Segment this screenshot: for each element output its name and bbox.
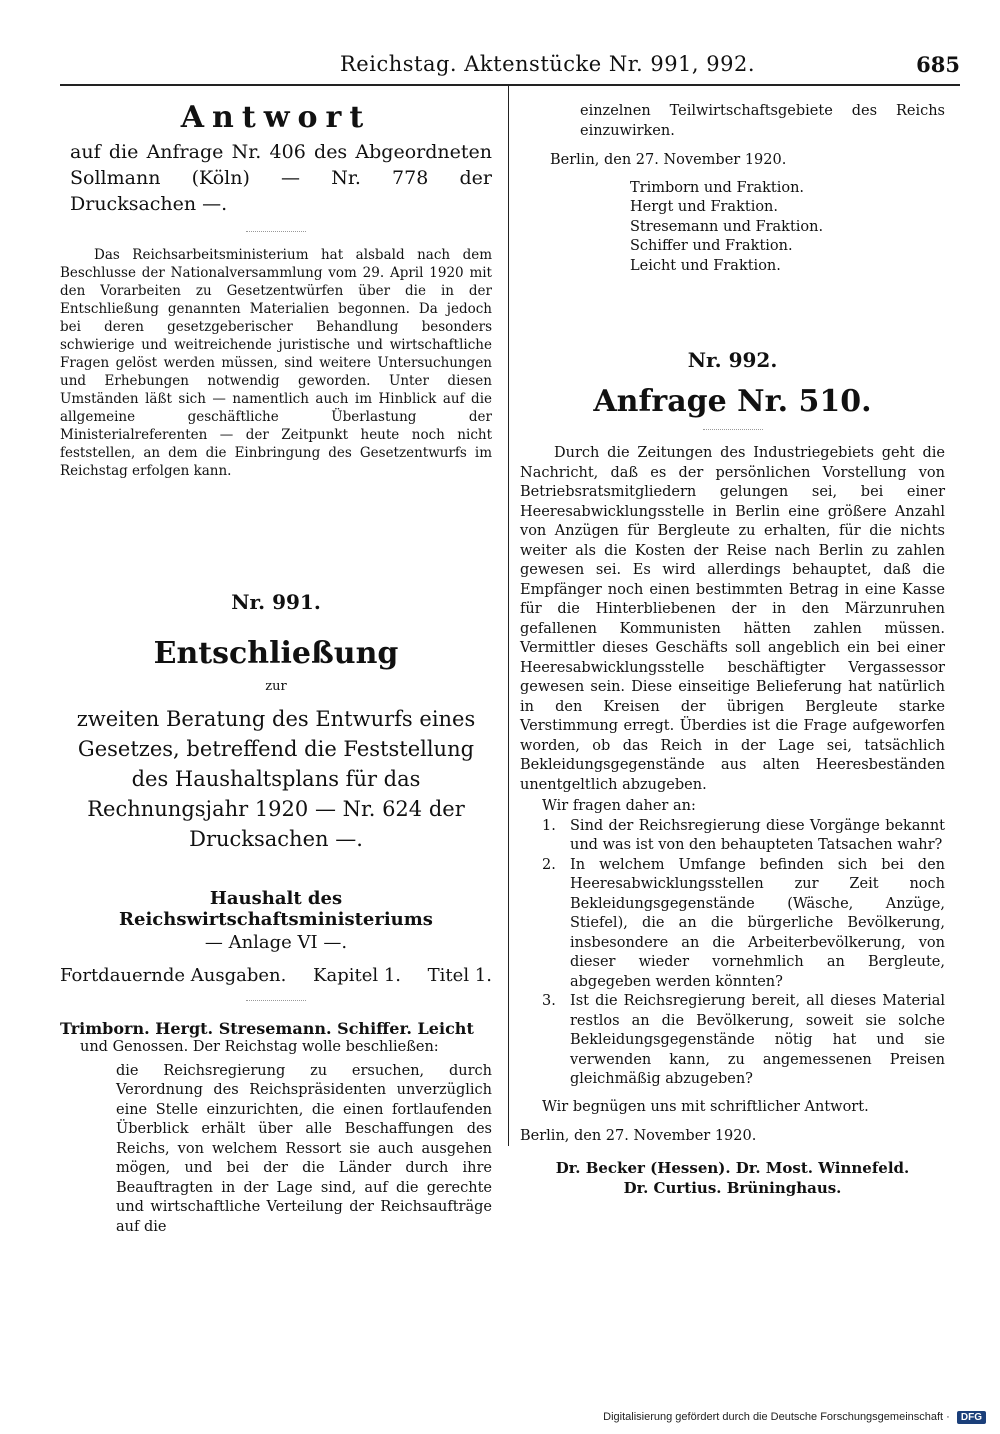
budget-line — [60, 965, 492, 986]
signer: Hergt und Fraktion. — [630, 199, 779, 215]
dfg-logo: DFG — [957, 1411, 986, 1424]
signer: Trimborn und Fraktion. — [630, 179, 805, 196]
inquiry-body: Durch die Zeitungen des Industriegebiets geht die Nachricht, daß es der persönlichen Vorstellung von Betriebsratsmitgliedern gelungen sei, bei einer Heeresabwicklungsstelle in Berlin eine größere Anzahl von Anzügen für Bergleute zu erhalten, für die nichts weiter als die Kosten der Reise nach Berlin zu zahlen gewesen sei. Es wird allerdings behauptet, daß die Empfänger noch einen bestimmten Betrag in eine Kasse für die Hinterbliebenen der in den Märzunruhen gefallenen Kommunisten hätten zahlen müssen. Vermittler dieses Geschäfts soll angeblich ein bei einer Heeresabwicklungsstelle beschäftigter Vergassessor gewesen sein. Diese einseitige Belieferung hat natürlich in den Kreisen der übrigen Bergleute starke Verstimmung erregt. Überdies ist die Frage aufgeworfen worden, ob das Reich in der Lage sei, tatsächlich Bekleidungsgegenstände aus alten Heeresbeständen unentgeltlich abzugeben. — [520, 445, 945, 793]
nr991-heading: Nr. 991. — [231, 590, 321, 614]
resolution-subject: zweiten Beratung des Entwurfs eines Gesetzes, betreffend die Feststellung des Haushaltsplans für das Rechnungsjahr 1920 — Nr. 624 der Drucksachen —. — [76, 707, 476, 851]
answer-subtitle: auf die Anfrage Nr. 406 des Abgeordneten Sollmann (Köln) — Nr. 778 der Drucksachen —. — [70, 141, 492, 215]
titel-label: Titel 1. — [427, 965, 492, 986]
resolution-title: Entschließung — [153, 636, 399, 671]
question-text: In welchem Umfange befinden sich bei den Heeresabwicklungsstellen zur Zeit noch Bekleidungsgegenstände (Wäsche, Anzüge, Stiefel), die an die bürgerliche Bevölkerung, insbesondere an die Arbeiterbevölkerung, von dieser wieder vornehmlich an Bergleute, abgegeben werden könnten? — [570, 856, 945, 990]
column-divider — [508, 86, 509, 1146]
date-line-1: Berlin, den 27. November 1920. — [550, 152, 787, 168]
written-answer-line: Wir begnügen uns mit schriftlicher Antwort. — [542, 1098, 869, 1115]
footer-credit — [603, 1411, 986, 1424]
continuation-text: einzelnen Teilwirtschaftsgebiete des Reichs einzuwirken. — [580, 103, 945, 139]
nr992-heading: Nr. 992. — [687, 348, 778, 372]
question-number: 3. — [542, 993, 556, 1009]
movers-tail: und Genossen. Der Reichstag wolle beschließen: — [80, 1039, 439, 1055]
kapitel-label: Kapitel 1. — [313, 965, 402, 986]
question-item — [520, 992, 945, 1090]
left-column — [60, 94, 492, 1237]
header-rule — [60, 84, 960, 86]
we-ask-label: Wir fragen daher an: — [542, 798, 696, 814]
zur-label: zur — [265, 679, 287, 694]
signers-list — [630, 179, 945, 277]
question-number: 1. — [542, 817, 556, 834]
separator — [703, 429, 763, 430]
question-text: Ist die Reichsregierung bereit, all dieses Material restlos an die Bevölkerung, soweit sie solche Bekleidungsgegenstände nötig hat und sie verwenden kann, zu angemessenen Preisen gleichmäßig abzugeben? — [570, 993, 945, 1087]
footer-text: Digitalisierung gefördert durch die Deutsche Forschungsgemeinschaft · — [603, 1411, 950, 1423]
date-line-2: Berlin, den 27. November 1920. — [520, 1128, 757, 1144]
question-text: Sind der Reichsregierung diese Vorgänge bekannt und was ist von den behaupteten Tatsachen wahr? — [570, 817, 945, 853]
question-item — [520, 856, 945, 993]
signer: Stresemann und Fraktion. — [630, 218, 824, 235]
answer-title: Antwort — [180, 100, 372, 135]
running-header — [60, 52, 960, 82]
ausgaben-label: Fortdauernde Ausgaben. — [60, 965, 287, 986]
running-title: Reichstag. Aktenstücke Nr. 991, 992. — [340, 52, 756, 76]
budget-heading: Haushalt des Reichswirtschaftsministeriums — [119, 888, 433, 930]
inquiry-title: Anfrage Nr. 510. — [593, 384, 872, 419]
signature-line-2: Dr. Curtius. Brüninghaus. — [623, 1178, 842, 1197]
signer: Leicht und Fraktion. — [630, 257, 781, 274]
question-item — [520, 817, 945, 856]
signer: Schiffer und Fraktion. — [630, 238, 793, 254]
resolution-body: die Reichsregierung zu ersuchen, durch Verordnung des Reichspräsidenten unverzüglich eine Stelle einzurichten, die einen fortlaufenden Überblick erhält über alle Beschaffungen des Reichs, von welchem Ressort sie auch ausgehen mögen, und bei der die Länder durch ihre Beauftragten in der Lage sind, auf die gerechte und wirtschaftliche Verteilung der Reichsaufträge auf die — [116, 1062, 492, 1235]
answer-body: Das Reichsarbeitsministerium hat alsbald nach dem Beschlusse der Nationalversammlung vom 29. April 1920 mit den Vorarbeiten zu Gesetzentwürfen über die in der Entschließung genannten Materialien begonnen. Da jedoch bei deren gesetzgeberischer Behandlung besonders schwierige und weitreichende juristische und wirtschaftliche Fragen gelöst werden müssen, sind weitere Untersuchungen und Erhebungen notwendig geworden. Unter diesen Umständen läßt sich — namentlich auch im Hinblick auf die allgemeine geschäftliche Überlastung der Ministerialreferenten — der Zeitpunkt heute noch nicht feststellen, an dem die Einbringung des Gesetzentwurfs im Reichstag erfolgen kann. — [60, 247, 492, 479]
question-number: 2. — [542, 856, 556, 873]
right-column — [520, 94, 945, 1197]
separator — [246, 1000, 306, 1001]
page-number: 685 — [916, 52, 960, 77]
questions-list — [520, 817, 945, 1090]
anlage-label: — Anlage VI —. — [204, 932, 348, 953]
signature-line-1: Dr. Becker (Hessen). Dr. Most. Winnefeld. — [555, 1158, 910, 1177]
movers-names: Trimborn. Hergt. Stresemann. Schiffer. Leicht — [60, 1019, 474, 1038]
separator — [246, 231, 306, 232]
